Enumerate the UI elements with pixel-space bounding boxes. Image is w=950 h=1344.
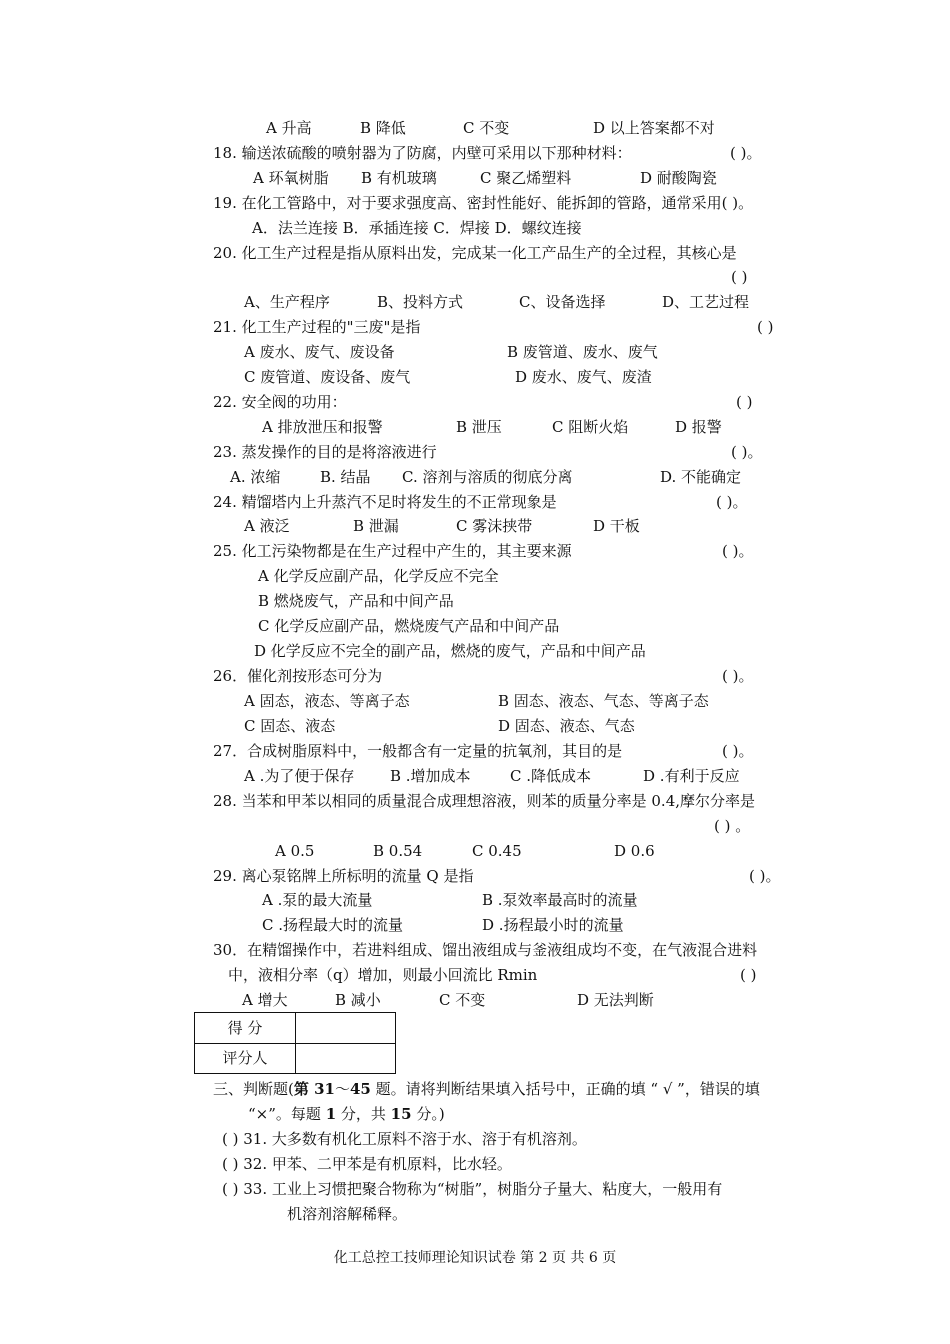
q30-text: 30．在精馏操作中，若进料组成、馏出液组成与釜液组成均不变，在气液混合进料 <box>213 941 758 959</box>
page-footer: 化工总控工技师理论知识试卷 第 2 页 共 6 页 <box>333 1250 617 1266</box>
q25-option-a: A 化学反应副产品，化学反应不完全 <box>258 567 499 585</box>
section3-cont-b: 1 <box>325 1105 337 1123</box>
q25-answer-paren: ( )。 <box>722 542 754 560</box>
section3-heading-cont <box>248 1104 445 1124</box>
section3-heading-c: 31 <box>314 1080 335 1098</box>
score-value-cell[interactable] <box>296 1013 395 1043</box>
q29-text: 29. 离心泵铭牌上所标明的流量 Q 是指 <box>213 867 474 885</box>
section3-heading-d: ～ <box>334 1080 350 1098</box>
score-label: 得 分 <box>195 1013 296 1043</box>
q29-option-d: D .扬程最小时的流量 <box>482 916 624 934</box>
q24-option-a: A 液泛 <box>244 517 290 535</box>
q23-option-d: D. 不能确定 <box>660 468 742 486</box>
q20-option-d: D、工艺过程 <box>662 293 750 311</box>
section3-heading-e: 45 <box>349 1080 371 1098</box>
q24-text: 24. 精馏塔内上升蒸汽不足时将发生的不正常现象是 <box>213 493 557 511</box>
judge-item-33: ( ) 33. 工业上习惯把聚合物称为“树脂”，树脂分子量大、粘度大，一般用有 <box>222 1180 723 1198</box>
q18-option-c: C 聚乙烯塑料 <box>480 169 572 187</box>
q22-answer-paren: ( ) <box>736 393 753 411</box>
q27-answer-paren: ( )。 <box>722 742 754 760</box>
q30-option-d: D 无法判断 <box>577 991 654 1009</box>
q28-text: 28. 当苯和甲苯以相同的质量混合成理想溶液，则苯的质量分率是 0.4,摩尔分率是 <box>213 792 756 810</box>
q27-option-c: C .降低成本 <box>510 767 592 785</box>
q18-text: 18. 输送浓硫酸的喷射器为了防腐，内壁可采用以下那种材料： <box>213 144 632 162</box>
q20-option-a: A、生产程序 <box>244 293 330 311</box>
q26-option-c: C 固态、液态 <box>244 717 336 735</box>
q24-option-c: C 雾沫挟带 <box>456 517 533 535</box>
q17-option-b: B 降低 <box>360 119 406 137</box>
q30-option-c: C 不变 <box>439 991 486 1009</box>
q27-option-a: A .为了便于保存 <box>244 767 355 785</box>
score-row <box>195 1013 395 1044</box>
q26-answer-paren: ( )。 <box>722 667 754 685</box>
section3-cont-c: 分，共 <box>336 1105 391 1123</box>
q21-option-b: B 废管道、废水、废气 <box>507 343 658 361</box>
q19-text: 19. 在化工管路中，对于要求强度高、密封性能好、能拆卸的管路，通常采用( )。 <box>213 194 754 212</box>
q25-text: 25. 化工污染物都是在生产过程中产生的，其主要来源 <box>213 542 572 560</box>
q23-answer-paren: ( )。 <box>731 443 763 461</box>
q28-option-d: D 0.6 <box>614 842 655 860</box>
q23-option-a: A. 浓缩 <box>230 468 281 486</box>
q20-option-c: C、设备选择 <box>519 293 606 311</box>
q22-option-a: A 排放泄压和报警 <box>262 418 383 436</box>
q18-option-d: D 耐酸陶瓷 <box>640 169 717 187</box>
judge-item-32: ( ) 32. 甲苯、二甲苯是有机原料，比水轻。 <box>222 1155 512 1173</box>
q21-text: 21. 化工生产过程的"三废"是指 <box>213 318 421 336</box>
q30-option-b: B 减小 <box>335 991 381 1009</box>
section3-heading-b: 第 <box>293 1080 315 1098</box>
section3-heading-f: 题。请将判断结果填入括号中，正确的填 “ √ ”，错误的填 <box>370 1080 760 1098</box>
q18-option-a: A 环氧树脂 <box>253 169 329 187</box>
q26-option-d: D 固态、液态、气态 <box>498 717 635 735</box>
q21-option-c: C 废管道、废设备、废气 <box>244 368 411 386</box>
q18-answer-paren: ( )。 <box>730 144 762 162</box>
q24-answer-paren: ( )。 <box>716 493 748 511</box>
q24-option-b: B 泄漏 <box>353 517 399 535</box>
q26-option-a: A 固态，液态、等离子态 <box>244 692 410 710</box>
q25-option-d: D 化学反应不完全的副产品，燃烧的废气，产品和中间产品 <box>254 642 646 660</box>
q17-option-c: C 不变 <box>463 119 510 137</box>
q29-option-c: C .扬程最大时的流量 <box>262 916 404 934</box>
q30-text-cont: 中，液相分率（q）增加，则最小回流比 Rmin <box>228 966 538 984</box>
q27-option-b: B .增加成本 <box>390 767 471 785</box>
judge-item-31: ( ) 31. 大多数有机化工原料不溶于水、溶于有机溶剂。 <box>222 1130 587 1148</box>
section3-heading-a: 三、判断题( <box>213 1080 294 1098</box>
q29-answer-paren: ( )。 <box>749 867 781 885</box>
q21-option-d: D 废水、废气、废渣 <box>515 368 652 386</box>
score-table <box>194 1012 396 1074</box>
q28-option-c: C 0.45 <box>472 842 522 860</box>
q27-text: 27．合成树脂原料中，一般都含有一定量的抗氧剂，其目的是 <box>213 742 623 760</box>
q23-option-b: B. 结晶 <box>320 468 371 486</box>
q30-option-a: A 增大 <box>242 991 288 1009</box>
q26-option-b: B 固态、液态、气态、等离子态 <box>498 692 709 710</box>
q20-text: 20. 化工生产过程是指从原料出发，完成某一化工产品生产的全过程，其核心是 <box>213 244 737 262</box>
q27-option-d: D .有利于反应 <box>643 767 740 785</box>
q18-option-b: B 有机玻璃 <box>361 169 437 187</box>
section3-heading <box>213 1079 760 1099</box>
judge-item-33-cont: 机溶剂溶解稀释。 <box>287 1205 408 1223</box>
q19-options: A．法兰连接 B．承插连接 C．焊接 D．螺纹连接 <box>252 219 582 237</box>
q22-option-b: B 泄压 <box>456 418 502 436</box>
q20-option-b: B、投料方式 <box>377 293 464 311</box>
q23-option-c: C. 溶剂与溶质的彻底分离 <box>402 468 573 486</box>
grader-value-cell[interactable] <box>296 1043 395 1073</box>
q25-option-b: B 燃烧废气，产品和中间产品 <box>258 592 454 610</box>
q20-answer-paren: ( ) <box>731 268 748 286</box>
q29-option-a: A .泵的最大流量 <box>262 891 373 909</box>
q21-option-a: A 废水、废气、废设备 <box>244 343 395 361</box>
q28-answer-paren: ( ) 。 <box>714 817 751 835</box>
q24-option-d: D 干板 <box>593 517 640 535</box>
q22-option-d: D 报警 <box>675 418 722 436</box>
section3-cont-a: “×”。每题 <box>248 1105 326 1123</box>
q26-text: 26．催化剂按形态可分为 <box>213 667 383 685</box>
q28-option-a: A 0.5 <box>275 842 315 860</box>
q17-option-a: A 升高 <box>266 119 312 137</box>
q22-text: 22. 安全阀的功用： <box>213 393 347 411</box>
q30-answer-paren: ( ) <box>740 966 757 984</box>
q23-text: 23. 蒸发操作的目的是将溶液进行 <box>213 443 437 461</box>
q28-option-b: B 0.54 <box>373 842 423 860</box>
q17-option-d: D 以上答案都不对 <box>593 119 715 137</box>
grader-label: 评分人 <box>195 1043 296 1073</box>
q25-option-c: C 化学反应副产品，燃烧废气产品和中间产品 <box>258 617 560 635</box>
q22-option-c: C 阻断火焰 <box>552 418 629 436</box>
section3-cont-e: 分。) <box>411 1105 445 1123</box>
grader-row <box>195 1043 395 1073</box>
q21-answer-paren: ( ) <box>757 318 774 336</box>
q29-option-b: B .泵效率最高时的流量 <box>482 891 638 909</box>
section3-cont-d: 15 <box>390 1105 412 1123</box>
